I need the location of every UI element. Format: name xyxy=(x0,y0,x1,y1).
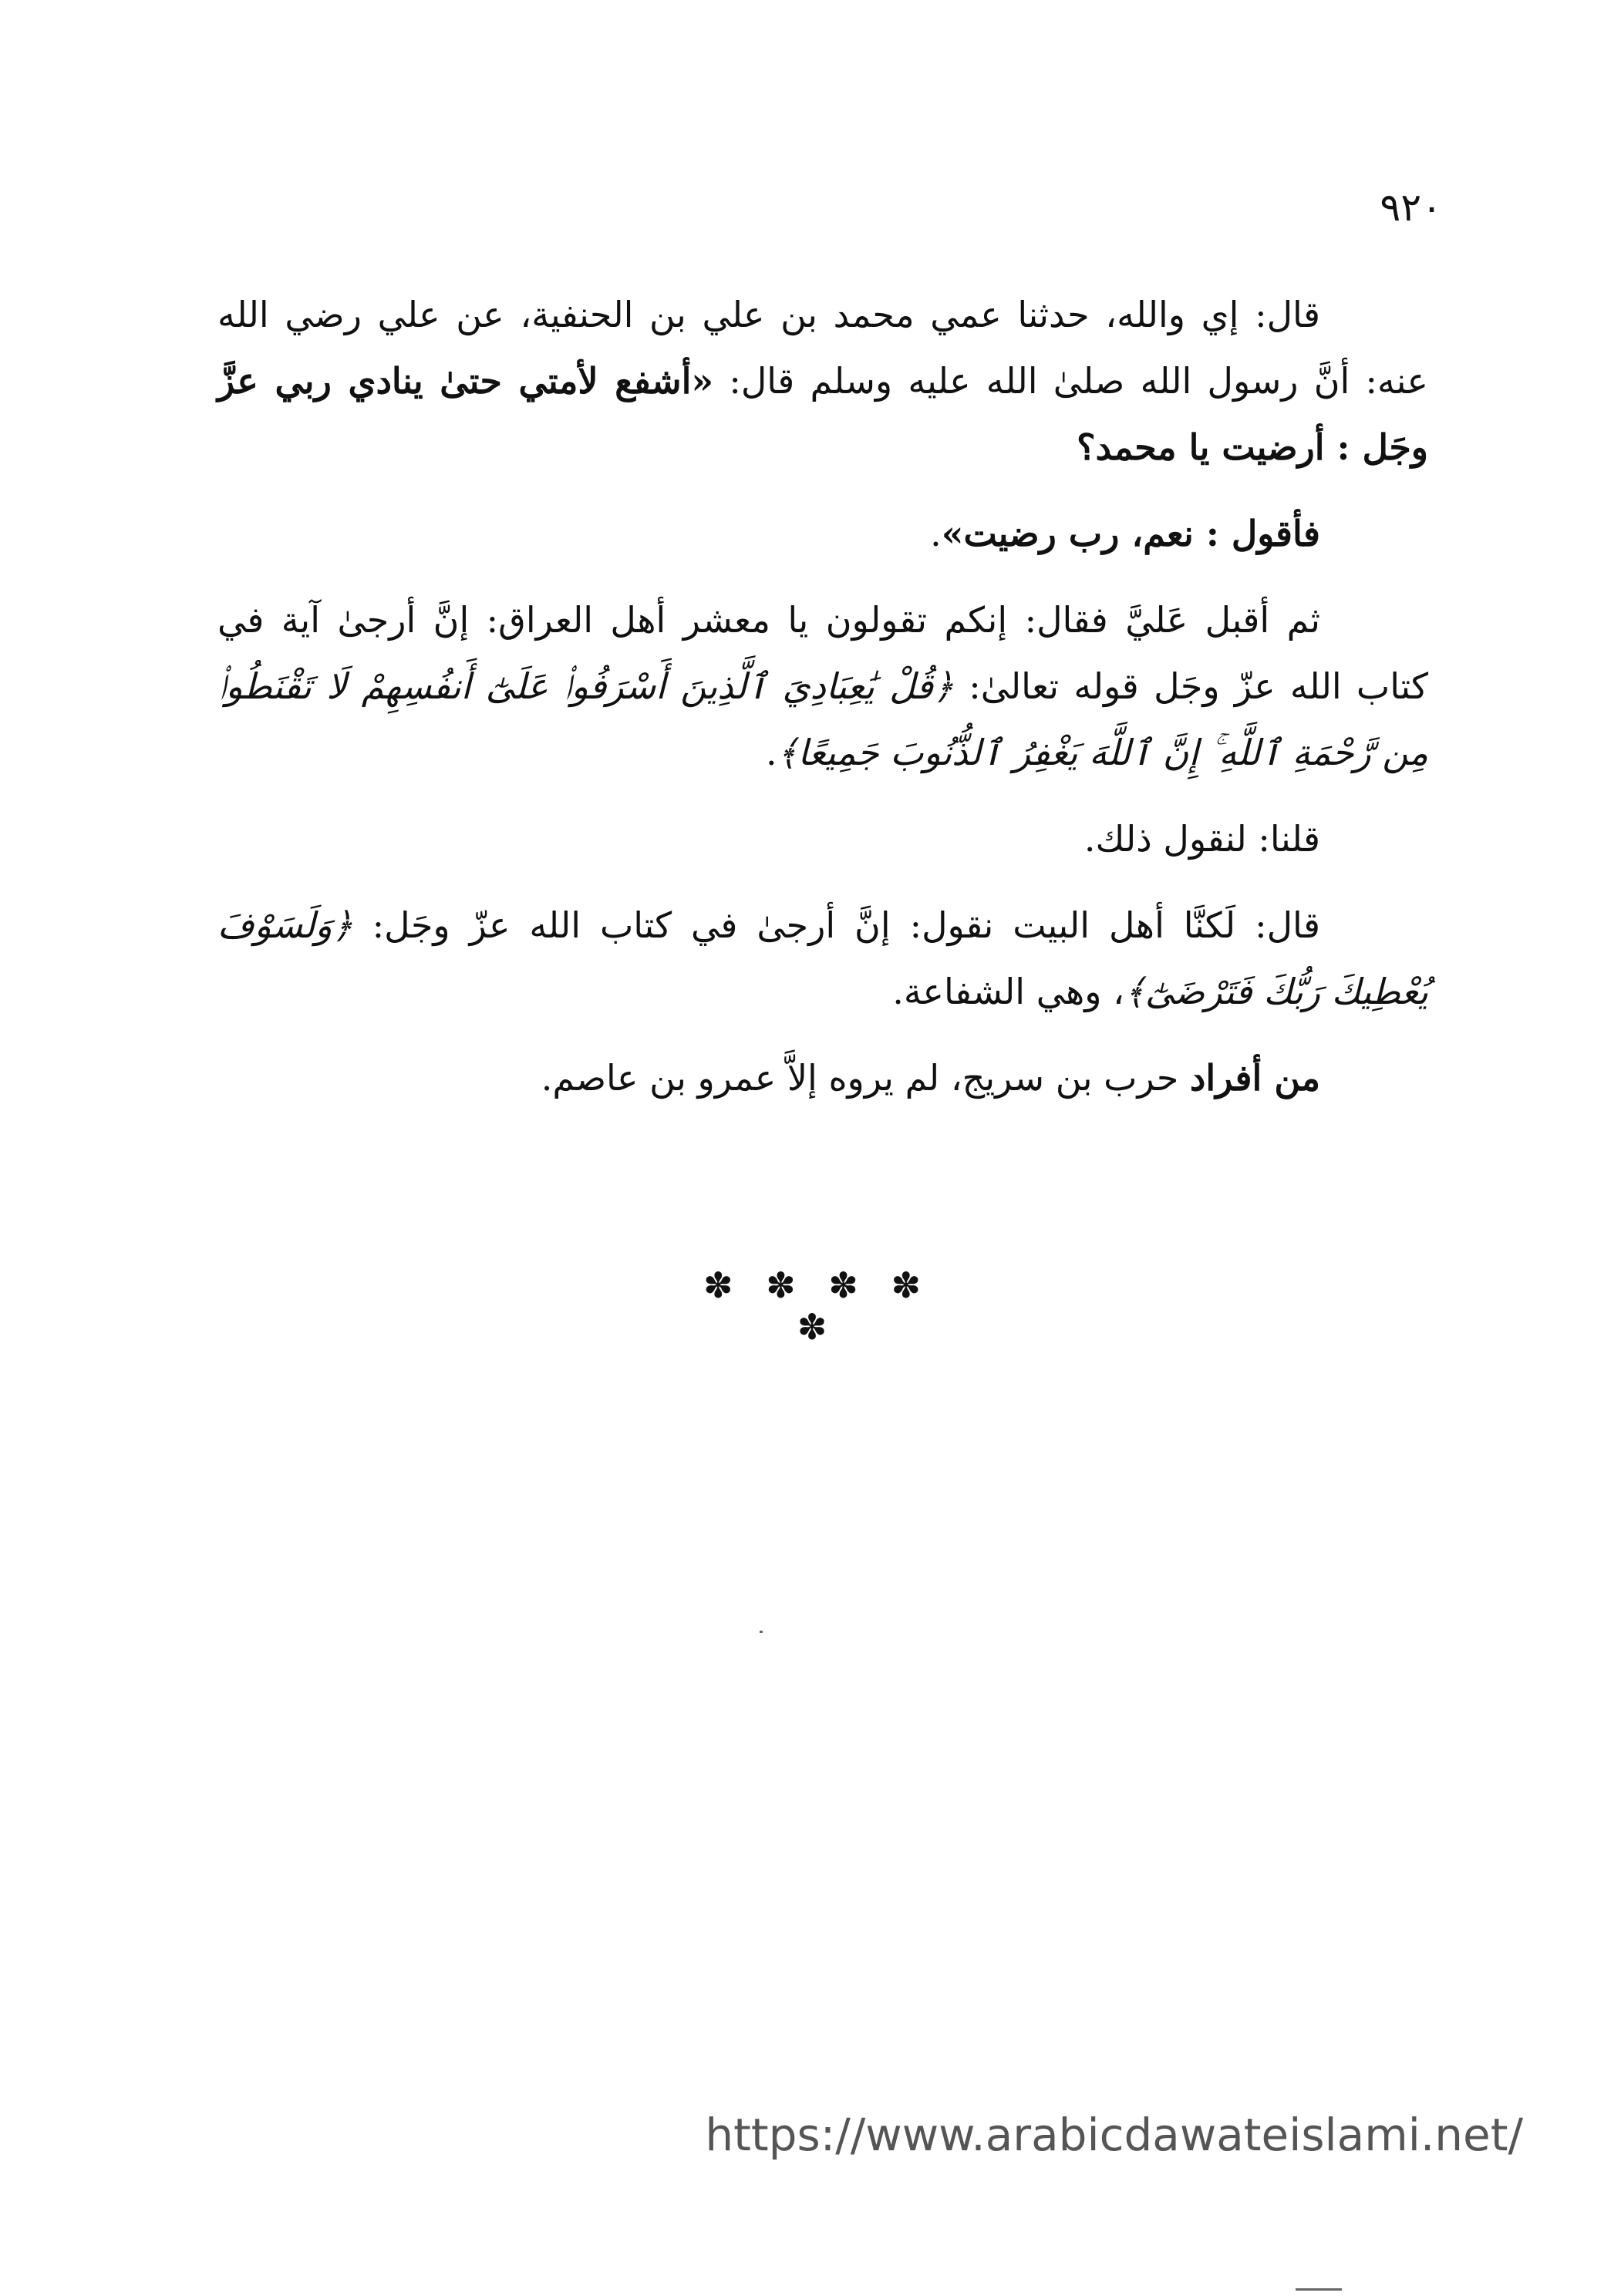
ahl-al-bayt-text: قال: لَكنَّا أهل البيت نقول: إنَّ أرجىٰ في كتاب الله عزّ وجَل: xyxy=(352,904,1320,946)
afrad-text: حرب بن سريج، لم يروه إلاَّ عمرو بن عاصم. xyxy=(541,1057,1190,1099)
paragraph-iraq-verse xyxy=(217,587,1428,786)
ahl-al-bayt-end: ، وهي الشفاعة. xyxy=(892,971,1124,1012)
iraq-end: . xyxy=(765,732,777,773)
paragraph-afrad-note xyxy=(217,1045,1428,1111)
page-number: ٩٢٠ xyxy=(1380,185,1442,230)
hadith-quote: «أشفع لأمتي حتىٰ ينادي ربي عزَّ وجَل : أرضيت يا محمد؟ xyxy=(217,360,1428,468)
paragraph-reply xyxy=(217,500,1428,567)
quran-verse-zumar: ﴿قُلْ يَٰعِبَادِيَ ٱلَّذِينَ أَسْرَفُوا۟ عَلَىٰٓ أَنفُسِهِمْ لَا تَقْنَطُوا۟ مِن رَّحْمَةِ ٱللَّهِ ۚ إِنَّ ٱللَّهَ يَغْفِرُ ٱلذُّنُوبَ جَمِيعًا﴾ xyxy=(217,665,1428,773)
body-text xyxy=(217,281,1428,1111)
scan-speck xyxy=(760,1631,763,1633)
iraq-text: ثم أقبل عَليَّ فقال: إنكم تقولون يا معشر أهل العراق: إنَّ أرجىٰ آية في كتاب الله عزّ وجَل قوله تعالىٰ: xyxy=(217,599,1428,707)
footer-url: https://www.arabicdawateislami.net/ xyxy=(705,2109,1523,2161)
quran-verse-duha: ﴿وَلَسَوْفَ يُعْطِيكَ رَبُّكَ فَتَرْضَىٰٓ﴾ xyxy=(217,904,1428,1012)
scan-mark xyxy=(1296,2288,1342,2291)
paragraph-we-said xyxy=(217,806,1428,872)
afrad-label: من أفراد xyxy=(1189,1057,1320,1099)
paragraph-hadith-narration xyxy=(217,281,1428,480)
reply-end: . xyxy=(930,513,942,554)
section-separator: ✽ ✽ ✽ ✽ ✽ xyxy=(703,1264,932,1348)
reply-quote: فأقول : نعم، رب رضيت» xyxy=(941,513,1320,554)
narration-text: قال: إي والله، حدثنا عمي محمد بن علي بن الحنفية، عن علي رضي الله عنه: أنَّ رسول الله صلىٰ الله عليه وسلم قال: xyxy=(217,294,1428,402)
we-said-text: قلنا: لنقول ذلك. xyxy=(1083,818,1320,860)
paragraph-ahl-al-bayt xyxy=(217,892,1428,1025)
